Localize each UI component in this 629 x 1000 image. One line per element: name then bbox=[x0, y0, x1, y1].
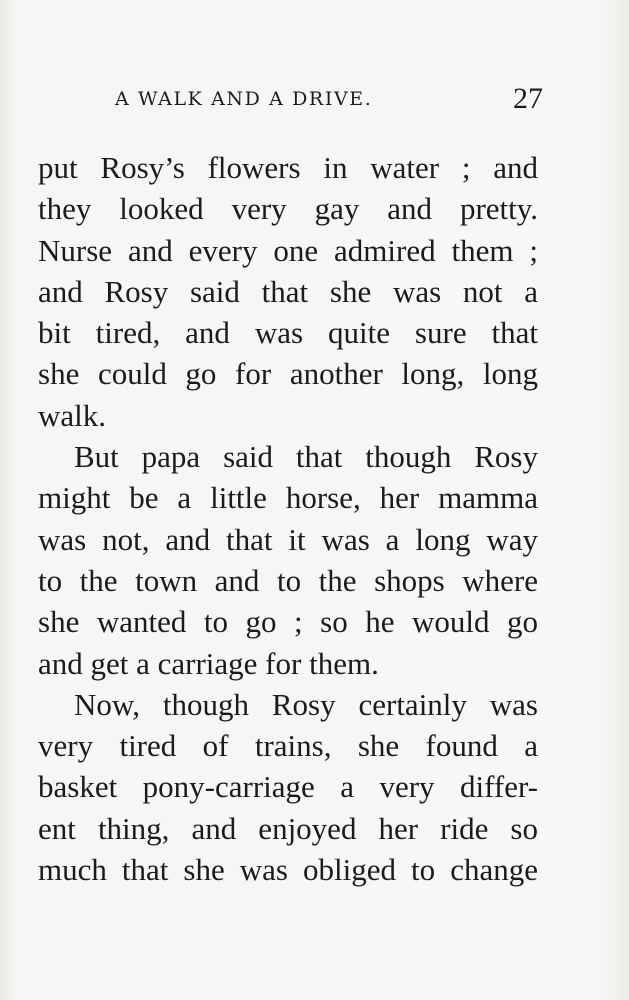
text-line: she could go for another long, long bbox=[38, 356, 538, 392]
text-line: walk. bbox=[38, 397, 107, 433]
text-line: much that she was obliged to change bbox=[38, 852, 538, 888]
text-line: they looked very gay and pretty. bbox=[38, 191, 538, 227]
text-line: bit tired, and was quite sure that bbox=[38, 315, 538, 351]
body-text bbox=[38, 147, 538, 890]
paragraph-first-line: Now, though Rosy certainly was bbox=[74, 686, 538, 722]
text-line: to the town and to the shops where bbox=[38, 562, 538, 598]
running-head bbox=[115, 82, 543, 122]
text-line: was not, and that it was a long way bbox=[38, 521, 538, 557]
text-line: basket pony-carriage a very differ- bbox=[38, 769, 538, 805]
text-line: and get a carriage for them. bbox=[38, 645, 379, 681]
paragraph-first-line: But papa said that though Rosy bbox=[74, 439, 538, 475]
text-line: Nurse and every one admired them ; bbox=[38, 232, 538, 268]
text-line: ent thing, and enjoyed her ride so bbox=[38, 810, 538, 846]
text-line: might be a little horse, her mamma bbox=[38, 480, 538, 516]
text-line: and Rosy said that she was not a bbox=[38, 273, 538, 309]
page-number: 27 bbox=[513, 82, 543, 115]
text-line: put Rosy’s flowers in water ; and bbox=[38, 150, 538, 185]
text-line: she wanted to go ; so he would go bbox=[38, 604, 538, 640]
text-line: very tired of trains, she found a bbox=[38, 728, 538, 764]
running-title: A WALK AND A DRIVE. bbox=[115, 88, 373, 110]
